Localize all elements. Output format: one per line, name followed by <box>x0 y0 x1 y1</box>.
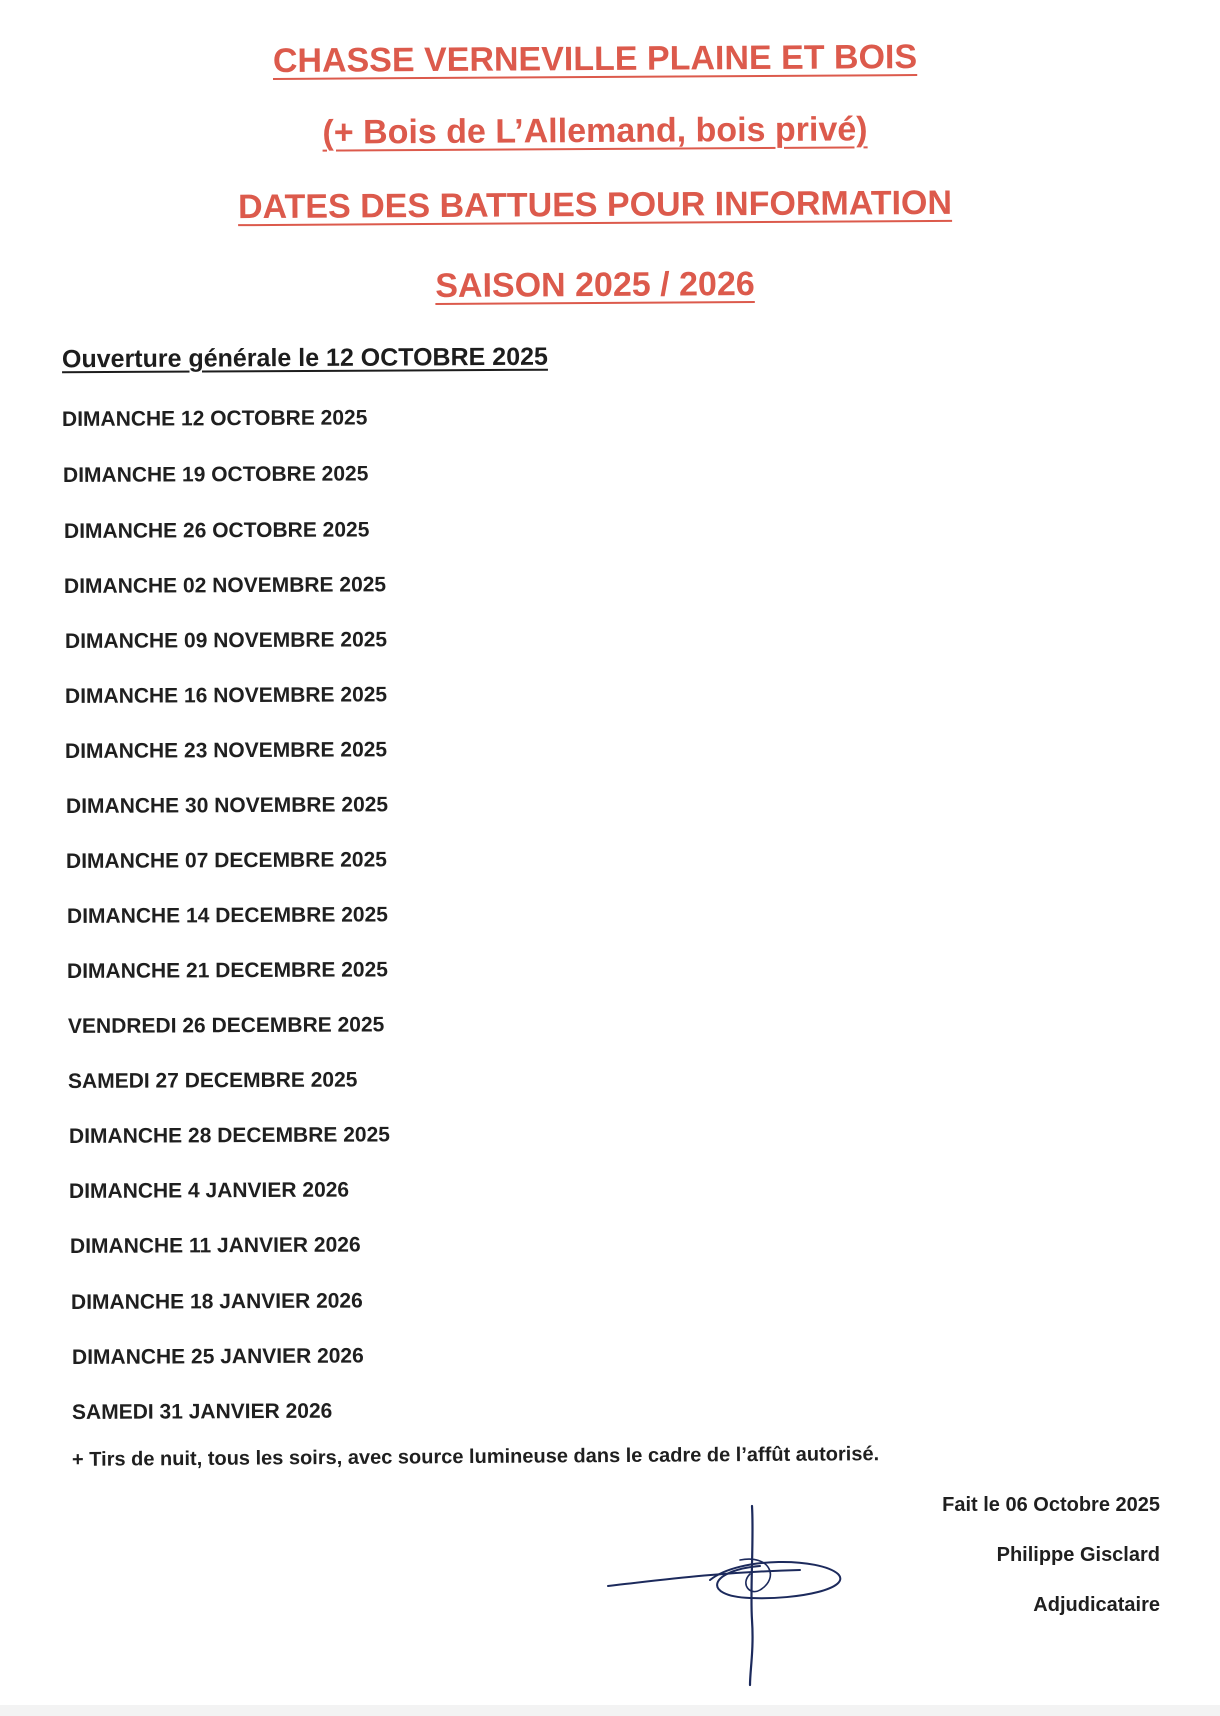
signed-date: Fait le 06 Octobre 2025 <box>942 1494 1160 1516</box>
opening-date-heading: Ouverture générale le 12 OCTOBRE 2025 <box>61 342 548 374</box>
hunt-date-item: DIMANCHE 23 NOVEMBRE 2025 <box>64 738 388 763</box>
title-dates-info: DATES DES BATTUES POUR INFORMATION <box>237 183 953 227</box>
hunt-date-item: DIMANCHE 30 NOVEMBRE 2025 <box>65 793 389 818</box>
title-woods: (+ Bois de L’Allemand, bois privé) <box>322 110 868 152</box>
hunt-date-item: DIMANCHE 25 JANVIER 2026 <box>71 1344 364 1369</box>
signatory-name: Philippe Gisclard <box>996 1544 1160 1566</box>
hunt-date-item: DIMANCHE 16 NOVEMBRE 2025 <box>64 683 388 708</box>
night-shooting-note: + Tirs de nuit, tous les soirs, avec source lumineuse dans le cadre de l’affût autorisé. <box>71 1443 880 1471</box>
hunt-date-item: DIMANCHE 12 OCTOBRE 2025 <box>61 406 368 431</box>
hunt-date-item: DIMANCHE 18 JANVIER 2026 <box>70 1289 363 1314</box>
hunt-date-item: DIMANCHE 09 NOVEMBRE 2025 <box>64 628 388 653</box>
title-hunt-name: CHASSE VERNEVILLE PLAINE ET BOIS <box>272 38 918 80</box>
hunt-date-item: DIMANCHE 14 DECEMBRE 2025 <box>66 903 388 928</box>
hunt-date-item: DIMANCHE 19 OCTOBRE 2025 <box>62 462 369 487</box>
hunt-date-item: DIMANCHE 02 NOVEMBRE 2025 <box>63 573 387 598</box>
title-season: SAISON 2025 / 2026 <box>435 265 755 305</box>
handwritten-signature <box>600 1500 850 1690</box>
hunt-date-item: SAMEDI 27 DECEMBRE 2025 <box>67 1068 358 1093</box>
hunt-date-item: DIMANCHE 26 OCTOBRE 2025 <box>63 518 370 543</box>
hunt-date-item: DIMANCHE 11 JANVIER 2026 <box>69 1233 361 1258</box>
hunt-date-item: VENDREDI 26 DECEMBRE 2025 <box>67 1013 385 1038</box>
hunt-date-item: SAMEDI 31 JANVIER 2026 <box>71 1399 333 1424</box>
hunt-date-item: DIMANCHE 28 DECEMBRE 2025 <box>68 1123 390 1148</box>
hunt-date-item: DIMANCHE 21 DECEMBRE 2025 <box>66 958 388 983</box>
signatory-role: Adjudicataire <box>1033 1594 1160 1616</box>
hunt-date-item: DIMANCHE 4 JANVIER 2026 <box>68 1178 350 1203</box>
hunt-date-item: DIMANCHE 07 DECEMBRE 2025 <box>65 848 387 873</box>
